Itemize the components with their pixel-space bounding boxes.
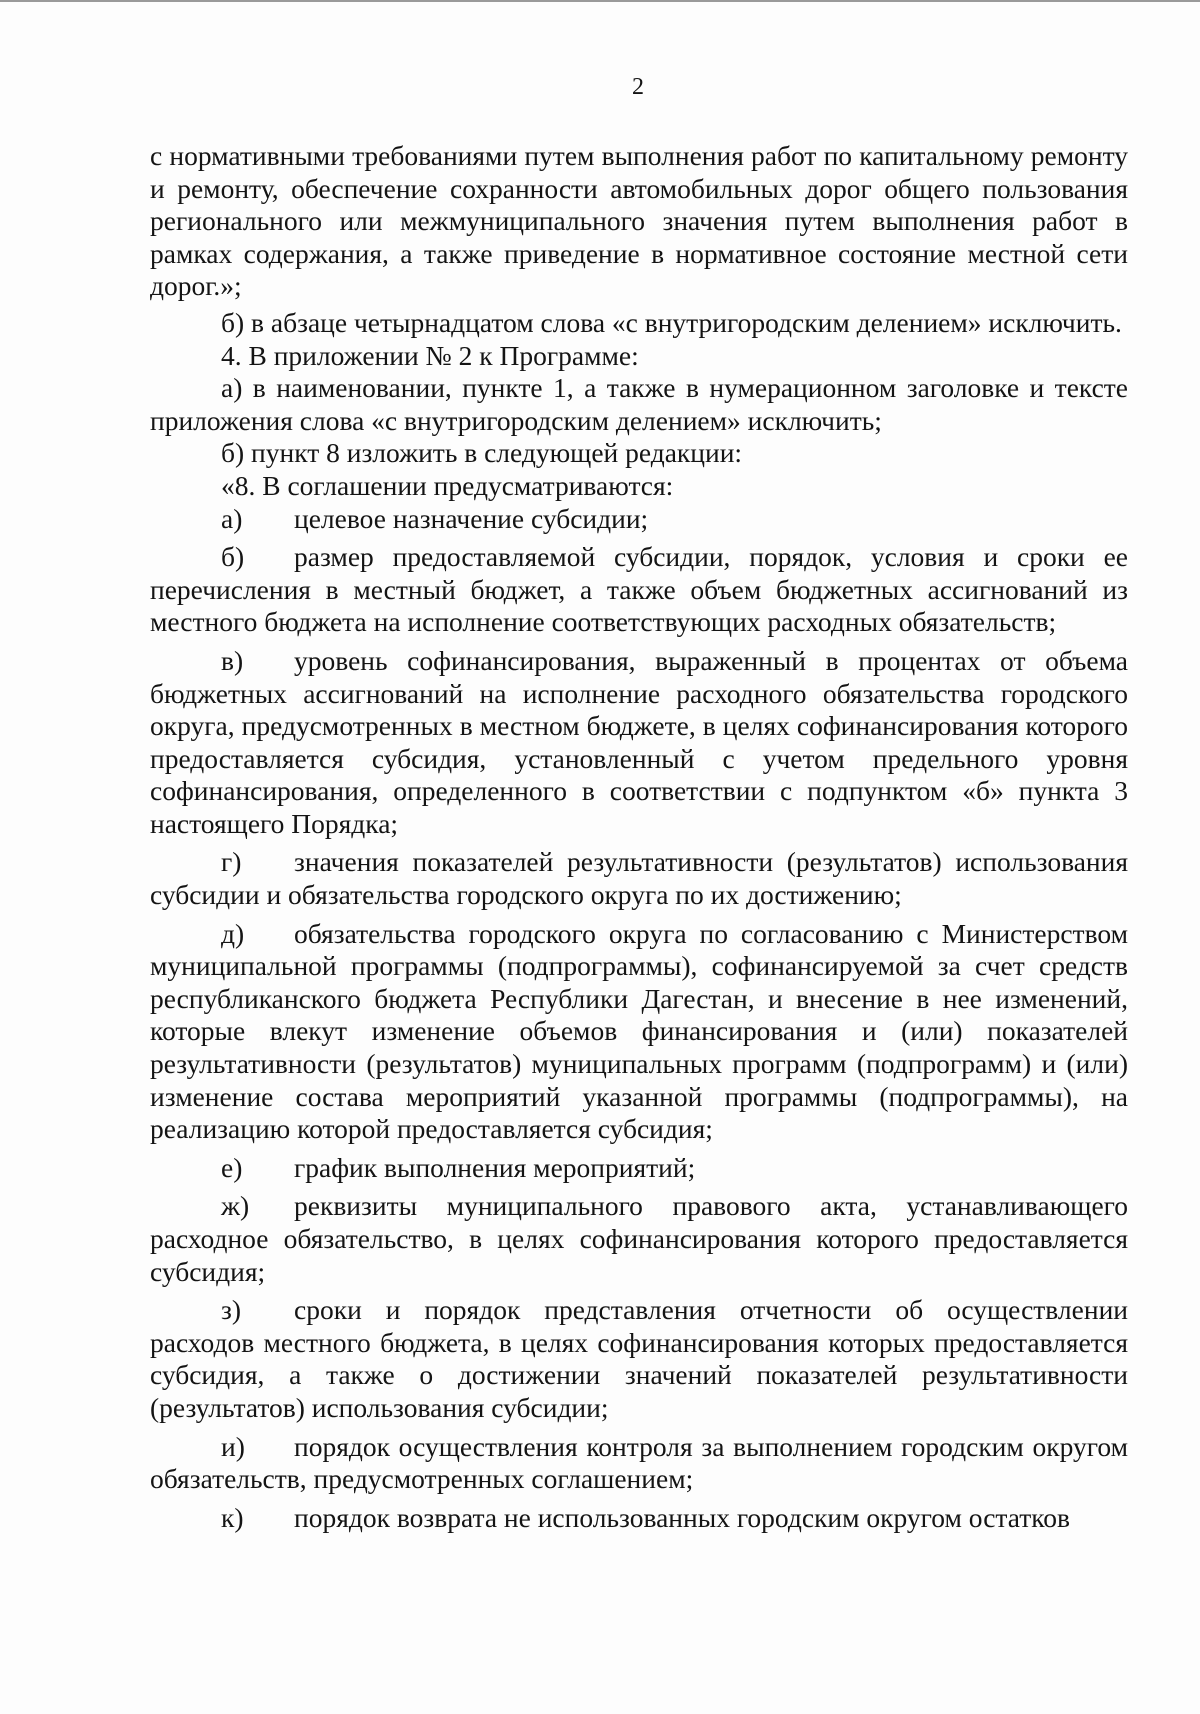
list-item xyxy=(150,918,1128,1146)
list-item-marker: к) xyxy=(221,1501,244,1533)
list-item-text: график выполнения мероприятий; xyxy=(294,1151,696,1183)
list-item-text: сроки и порядок представления отчетности об осуществлении расходов местного бюджета, в целях софинансирования которых предоставляется субсидия, а также о достижении значений показателей результативности (результатов) использования субсидии; xyxy=(150,1294,1128,1423)
list-item-marker: з) xyxy=(221,1294,242,1326)
paragraph-subitem-a-appendix: а) в наименовании, пункте 1, а также в нумерационном заголовке и тексте приложения слова «с внутригородским делением» исключить; xyxy=(150,372,1128,436)
list-item xyxy=(150,1431,1128,1496)
paragraph-point-8-intro: «8. В соглашении предусматриваются: xyxy=(221,469,674,501)
list-item-text: целевое назначение субсидии; xyxy=(294,502,649,534)
paragraph-subitem-b-point-8: б) пункт 8 изложить в следующей редакции: xyxy=(221,437,743,469)
scan-top-edge xyxy=(0,0,1200,2)
list-item-text: порядок осуществления контроля за выполнением городским округом обязательств, предусмотренных соглашением; xyxy=(150,1430,1128,1495)
page-number: 2 xyxy=(632,74,644,100)
list-item-marker: и) xyxy=(221,1430,245,1462)
list-item-marker: ж) xyxy=(221,1190,250,1222)
list-item-text: обязательства городского округа по согласованию с Министерством муниципальной программы (подпрограммы), софинансируемой за счет средств республиканского бюджета Республики Дагестан, и внесение в нее изменений, которые влекут изменение объемов финансирования и (или) показателей результативности (результатов) муниципальных программ (подпрограмм) и (или) изменение состава мероприятий указанной программы (подпрограммы), на реализацию которой предоставляется субсидия; xyxy=(150,917,1128,1145)
list-item-text: уровень софинансирования, выраженный в процентах от объема бюджетных ассигнований на исполнение расходного обязательства городского округа, предусмотренных в местном бюджете, в целях софинансирования которого предоставляется субсидия, установленный с учетом предельного уровня софинансирования, определенного в соответствии с подпунктом «б» пункта 3 настоящего Порядка; xyxy=(150,644,1128,839)
list-item xyxy=(150,1502,1128,1535)
list-item-marker: е) xyxy=(221,1151,243,1183)
list-item-text: размер предоставляемой субсидии, порядок, условия и сроки ее перечисления в местный бюджет, а также объем бюджетных ассигнований из местного бюджета на исполнение соответствующих расходных обязательств; xyxy=(150,541,1128,638)
list-item-marker: г) xyxy=(221,846,242,878)
paragraph-subitem-b-abzac: б) в абзаце четырнадцатом слова «с внутригородским делением» исключить. xyxy=(221,306,1122,338)
list-item xyxy=(150,541,1128,639)
paragraph-section-4: 4. В приложении № 2 к Программе: xyxy=(221,339,639,371)
list-item-marker: д) xyxy=(221,917,245,949)
list-item-text: порядок возврата не использованных городским округом остатков xyxy=(294,1501,1070,1533)
list-item-text: значения показателей результативности (результатов) использования субсидии и обязательства городского округа по их достижению; xyxy=(150,846,1128,911)
paragraph-continuation: с нормативными требованиями путем выполнения работ по капитальному ремонту и ремонту, обеспечение сохранности автомобильных дорог общего пользования регионального или межмуниципального значения путем выполнения работ в рамках содержания, а также приведение в нормативное состояние местной сети дорог.»; xyxy=(150,140,1128,302)
list-item xyxy=(150,645,1128,841)
list-item xyxy=(150,1152,1128,1185)
list-item-text: реквизиты муниципального правового акта, устанавливающего расходное обязательство, в целях софинансирования которого предоставляется субсидия; xyxy=(150,1190,1128,1287)
list-item xyxy=(150,503,1128,536)
list-item-marker: б) xyxy=(221,541,245,573)
list-item xyxy=(150,846,1128,911)
list-item-marker: в) xyxy=(221,644,244,676)
list-item xyxy=(150,1190,1128,1288)
document-body xyxy=(150,140,1128,1534)
list-item-marker: а) xyxy=(221,502,243,534)
list-item xyxy=(150,1294,1128,1424)
